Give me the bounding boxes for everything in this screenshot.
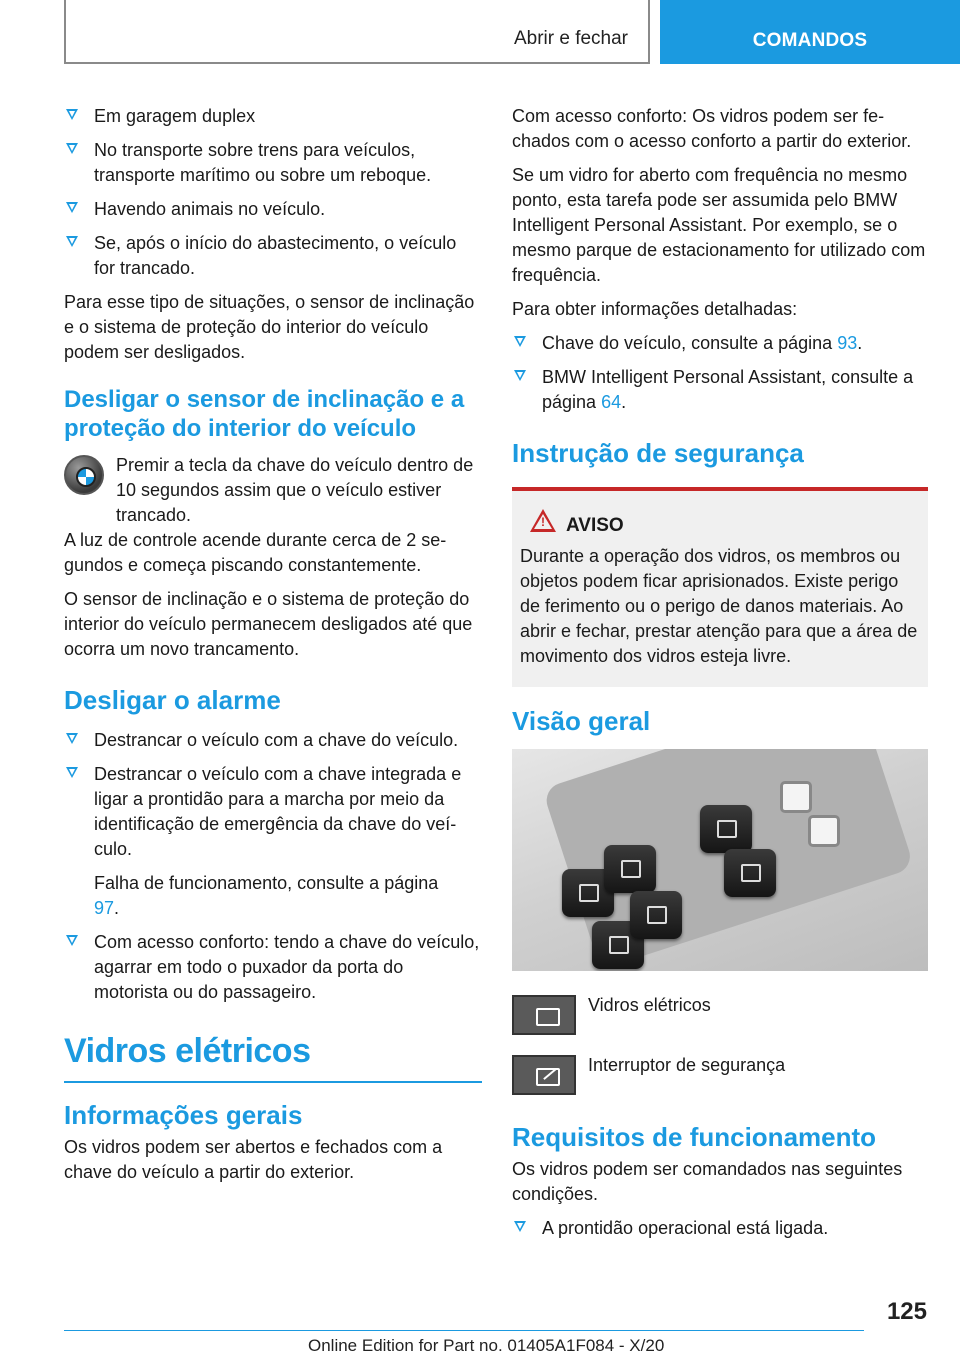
paragraph: Os vidros podem ser abertos e fechados com a chave do veículo a partir do exterior. xyxy=(64,1137,443,1182)
legend-item: Interruptor de segurança xyxy=(512,1053,928,1113)
list-item: Havendo animais no veículo. xyxy=(64,197,482,222)
window-switch-icon xyxy=(630,891,682,939)
mirror-button-icon xyxy=(780,781,812,813)
paragraph: Para obter informações detalhadas: xyxy=(512,299,798,319)
list-item: Se, após o início do abastecimento, o veículo for trancado. xyxy=(64,231,482,281)
exclamation-icon: ! xyxy=(541,515,545,529)
list-item: Com acesso conforto: tendo a chave do veículo, agarrar em todo o puxador da porta do motorista ou do passageiro. xyxy=(64,930,482,1005)
window-switches-photo xyxy=(512,749,928,971)
footer-edition: Online Edition for Part no. 01405A1F084 - X/20 xyxy=(308,1336,665,1355)
section-heading-requisitos: Requisitos de funcionamento xyxy=(512,1122,877,1152)
bullet-triangle-icon xyxy=(514,336,526,347)
window-switch-icon xyxy=(724,849,776,897)
section-heading-info: Informações gerais xyxy=(64,1100,303,1130)
list-item: BMW Intelligent Personal Assistant, consulte a página 64. xyxy=(512,365,928,415)
bullet-triangle-icon xyxy=(66,236,78,247)
paragraph: A luz de controle acende durante cerca de 2 segundos e começa piscando constantemente. xyxy=(64,530,447,575)
right-column xyxy=(512,104,928,1250)
bullet-triangle-icon xyxy=(66,733,78,744)
list-subitem: Falha de funcionamento, consulte a página 97. xyxy=(94,873,439,918)
warning-box xyxy=(512,487,928,687)
section-heading-visao: Visão geral xyxy=(512,706,651,736)
header-frame xyxy=(64,0,650,64)
paragraph: Para esse tipo de situações, o sensor de inclinação e o sistema de proteção do interior do veículo podem ser desligados. xyxy=(64,292,475,362)
chapter-tab[interactable]: COMANDOS xyxy=(660,0,960,64)
paragraph: Com acesso conforto: Os vidros podem ser fechados com o acesso conforto a partir do exterior. xyxy=(512,106,912,151)
mirror-button-icon xyxy=(808,815,840,847)
window-switch-icon xyxy=(604,845,656,893)
warning-title: ! AVISO xyxy=(520,513,920,538)
list-item: Chave do veículo, consulte a página 93. xyxy=(512,331,928,356)
left-column xyxy=(64,104,482,1194)
page-link[interactable]: 93 xyxy=(837,333,858,353)
paragraph: Os vidros podem ser comandados nas seguintes condições. xyxy=(512,1159,903,1204)
bullet-triangle-icon xyxy=(66,935,78,946)
bullet-triangle-icon xyxy=(66,109,78,120)
bullet-triangle-icon xyxy=(66,767,78,778)
bullet-triangle-icon xyxy=(514,370,526,381)
footer-divider xyxy=(64,1330,864,1331)
section-title: Abrir e fechar xyxy=(513,28,628,49)
list-item: No transporte sobre trens para veículos, transporte marítimo ou sobre um reboque. xyxy=(64,138,482,188)
list-item: Em garagem duplex xyxy=(64,104,482,129)
page-number: 125 xyxy=(886,1298,927,1325)
section-heading-seguranca: Instrução de segurança xyxy=(512,438,804,468)
warning-text: Durante a operação dos vidros, os membros ou objetos podem ficar aprisionados. Existe perigo de ferimento ou o perigo de danos materiais. Ao abrir e fechar, prestar atenção para que a área de movimento dos vidros esteja livre. xyxy=(520,546,918,666)
list-item: Destrancar o veículo com a chave integrada e ligar a prontidão para a marcha por meio da identificação de emergência da chave do veículo. Falha de funcionamento, consulte a página 97. xyxy=(64,762,482,921)
page-link[interactable]: 97 xyxy=(94,898,115,918)
bullet-triangle-icon xyxy=(66,143,78,154)
list-item: Destrancar o veículo com a chave do veículo. xyxy=(64,728,482,753)
legend-item: Vidros elétricos xyxy=(512,993,928,1053)
chapter-heading-vidros: Vidros elétricos xyxy=(64,1031,482,1083)
paragraph: O sensor de inclinação e o sistema de proteção do interior do veículo permanecem desligados até que ocorra um novo trancamento. xyxy=(64,589,473,659)
section-heading-alarme: Desligar o alarme xyxy=(64,685,281,715)
key-instruction: Premir a tecla da chave do veículo dentro de 10 segundos assim que o veículo estiver trancado. xyxy=(64,453,482,528)
section-heading-sensor: Desligar o sensor de inclinação e a proteção do interior do veículo xyxy=(64,386,465,442)
bmw-key-button-icon xyxy=(64,455,104,495)
bullet-triangle-icon xyxy=(66,202,78,213)
bullet-triangle-icon xyxy=(514,1221,526,1232)
safety-switch-icon xyxy=(512,1055,576,1095)
window-switch-icon xyxy=(700,805,752,853)
power-window-icon xyxy=(512,995,576,1035)
list-item: A prontidão operacional está ligada. xyxy=(512,1216,928,1241)
paragraph: Se um vidro for aberto com frequência no mesmo ponto, esta tarefa pode ser assumida pelo BMW Intelligent Personal Assistant. Por exemplo, se o mesmo parque de estacionamento for utilizado com frequência. xyxy=(512,165,926,285)
page-link[interactable]: 64 xyxy=(601,392,622,412)
